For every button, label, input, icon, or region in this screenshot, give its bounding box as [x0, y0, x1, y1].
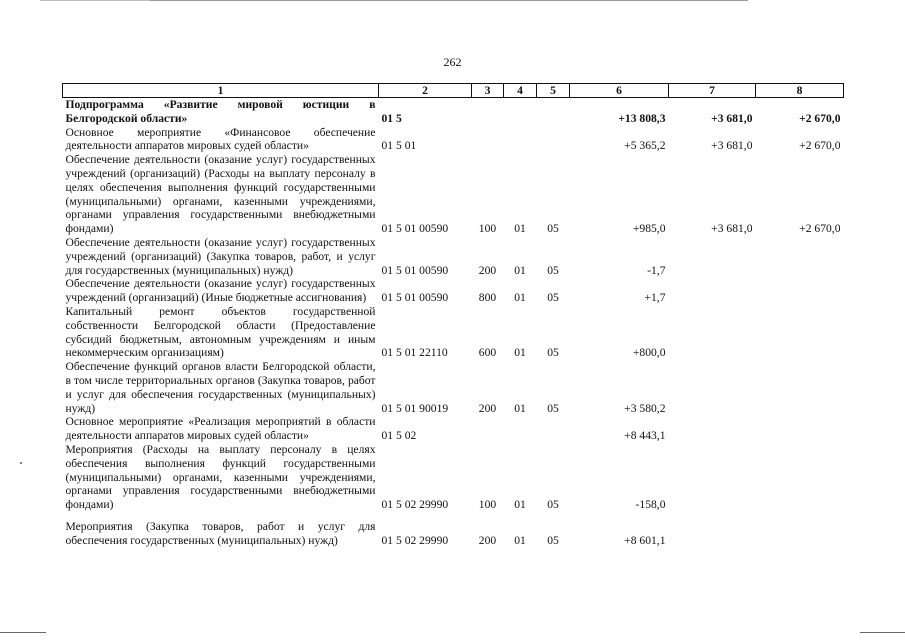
table-row	[63, 415, 844, 443]
scan-bottom-right-mark	[860, 632, 905, 633]
row-expense-type-cell	[472, 415, 504, 443]
row-code-cell: 01 5 02 29990	[381, 533, 449, 547]
row-amount-cell: +1,7	[644, 291, 666, 305]
budget-table	[62, 83, 844, 548]
row-name-cell: Подпрограмма «Развитие мировой юстиции в Белгородской области»	[65, 98, 376, 125]
row-name-cell: Основное мероприятие «Реализация мероприятий в области деятельности аппаратов мировых судей области»	[65, 415, 376, 443]
row-name-cell: Обеспечение деятельности (оказание услуг) государственных учреждений (организаций) (Расходы на выплату персоналу в целях обеспечения выполнения функций государственными (муниципальными) органами, казенными учреждениями, органами управления государственными внебюджетными фондами)	[65, 153, 376, 236]
row-amount-cell: -158,0	[635, 498, 666, 512]
row-amount-next-year-cell	[669, 236, 756, 277]
row-code-cell: 01 5 01 22110	[381, 346, 448, 360]
row-subsection-cell	[537, 415, 570, 443]
row-amount-cell: +985,0	[632, 222, 666, 236]
row-amount-year-after-cell	[756, 443, 844, 512]
column-header: 1	[63, 84, 379, 98]
row-code-cell: 01 5 01 90019	[381, 401, 449, 415]
row-amount-next-year-cell	[669, 415, 756, 443]
row-amount-year-after-cell	[756, 305, 844, 360]
row-expense-type-cell: 200	[478, 263, 497, 277]
row-section-cell: 01	[514, 222, 526, 236]
row-amount-next-year-cell: +3 681,0	[711, 222, 753, 236]
row-amount-next-year-cell	[669, 512, 756, 548]
row-code-cell: 01 5 01 00590	[381, 263, 449, 277]
row-name-cell: Капитальный ремонт объектов государственной собственности Белгородской области (Предоставление субсидий бюджетным, автономным учреждениям и иным некоммерческим организациям)	[65, 304, 376, 360]
page-number: 262	[443, 55, 462, 69]
row-subsection-cell: 05	[547, 498, 559, 512]
row-amount-next-year-cell	[669, 277, 756, 305]
row-section-cell: 01	[514, 291, 526, 305]
row-subsection-cell	[537, 98, 570, 126]
table-row	[63, 360, 844, 415]
scan-top-mark	[40, 0, 150, 1]
row-expense-type-cell	[472, 98, 504, 126]
row-amount-cell: +5 365,2	[624, 139, 666, 153]
row-name-cell: Обеспечение деятельности (оказание услуг) государственных учреждений (организаций) (Иные бюджетные ассигнования)	[65, 277, 376, 305]
row-section-cell: 01	[514, 498, 526, 512]
row-amount-next-year-cell: +3 681,0	[711, 139, 753, 153]
row-expense-type-cell: 800	[478, 291, 497, 305]
row-amount-cell: +3 580,2	[624, 401, 666, 415]
row-section-cell	[504, 415, 537, 443]
table-row	[63, 153, 844, 236]
row-amount-year-after-cell	[756, 512, 844, 548]
row-amount-cell: +8 443,1	[624, 429, 666, 443]
row-amount-cell: +800,0	[632, 346, 666, 360]
row-section-cell	[504, 126, 537, 154]
row-subsection-cell	[537, 126, 570, 154]
column-header: 8	[756, 84, 844, 98]
row-section-cell: 01	[514, 533, 526, 547]
table-row	[63, 126, 844, 154]
row-section-cell: 01	[514, 401, 526, 415]
row-amount-year-after-cell	[756, 360, 844, 415]
row-subsection-cell: 05	[547, 222, 559, 236]
table-row	[63, 277, 844, 305]
table-body	[63, 98, 844, 548]
row-section-cell: 01	[514, 263, 526, 277]
table-row	[63, 443, 844, 512]
row-expense-type-cell: 200	[478, 401, 497, 415]
row-section-cell: 01	[514, 346, 526, 360]
row-amount-next-year-cell	[669, 360, 756, 415]
row-amount-year-after-cell	[756, 236, 844, 277]
table-row	[63, 512, 844, 548]
column-header: 6	[570, 84, 669, 98]
table-header-row	[63, 84, 844, 98]
row-name-cell: Обеспечение деятельности (оказание услуг) государственных учреждений (организаций) (Закупка товаров, работ, и услуг для государственных (муниципальных) нужд)	[65, 235, 376, 277]
scan-speck	[20, 462, 22, 464]
row-amount-next-year-cell	[669, 443, 756, 512]
row-code-cell: 01 5 02	[381, 429, 417, 443]
row-amount-cell: +13 808,3	[618, 111, 666, 125]
column-header: 2	[379, 84, 472, 98]
table-row	[63, 236, 844, 277]
row-code-cell: 01 5	[381, 111, 402, 125]
row-amount-year-after-cell	[756, 277, 844, 305]
row-expense-type-cell: 600	[478, 346, 497, 360]
column-header: 3	[472, 84, 504, 98]
row-code-cell: 01 5 01	[381, 139, 417, 153]
scan-top-border	[58, 0, 748, 1]
row-amount-cell: +8 601,1	[624, 533, 666, 547]
row-subsection-cell: 05	[547, 291, 559, 305]
row-amount-year-after-cell	[756, 415, 844, 443]
row-subsection-cell: 05	[547, 401, 559, 415]
row-subsection-cell: 05	[547, 533, 559, 547]
row-amount-year-after-cell: +2 670,0	[799, 139, 841, 153]
row-name-cell: Обеспечение функций органов власти Белгородской области, в том числе территориальных органов (Закупка товаров, работ и услуг для обеспечения государственных (муниципальных) нужд)	[65, 360, 376, 415]
scan-bottom-left-mark	[0, 632, 46, 633]
row-code-cell: 01 5 01 00590	[381, 222, 449, 236]
row-subsection-cell: 05	[547, 263, 559, 277]
row-name-cell: Основное мероприятие «Финансовое обеспечение деятельности аппаратов мировых судей области»	[65, 125, 376, 153]
row-expense-type-cell	[472, 126, 504, 154]
row-code-cell: 01 5 01 00590	[381, 291, 449, 305]
table-row	[63, 305, 844, 360]
column-header: 4	[504, 84, 537, 98]
row-section-cell	[504, 98, 537, 126]
row-amount-next-year-cell	[669, 305, 756, 360]
row-amount-cell: -1,7	[647, 263, 666, 277]
row-expense-type-cell: 100	[478, 222, 497, 236]
column-header: 5	[537, 84, 570, 98]
row-name-cell: Мероприятия (Закупка товаров, работ и услуг для обеспечения государственных (муниципальных) нужд)	[65, 519, 376, 547]
row-code-cell: 01 5 02 29990	[381, 498, 449, 512]
row-name-cell: Мероприятия (Расходы на выплату персоналу в целях обеспечения выполнения функций государственными (муниципальными) органами, казенными учреждениями, органами управления государственными внебюджетными фондами)	[65, 442, 376, 512]
row-subsection-cell: 05	[547, 346, 559, 360]
table-row	[63, 98, 844, 126]
row-amount-next-year-cell: +3 681,0	[711, 111, 753, 125]
row-amount-year-after-cell: +2 670,0	[799, 111, 841, 125]
column-header: 7	[669, 84, 756, 98]
row-amount-year-after-cell: +2 670,0	[799, 222, 841, 236]
row-expense-type-cell: 200	[478, 533, 497, 547]
row-expense-type-cell: 100	[478, 498, 497, 512]
